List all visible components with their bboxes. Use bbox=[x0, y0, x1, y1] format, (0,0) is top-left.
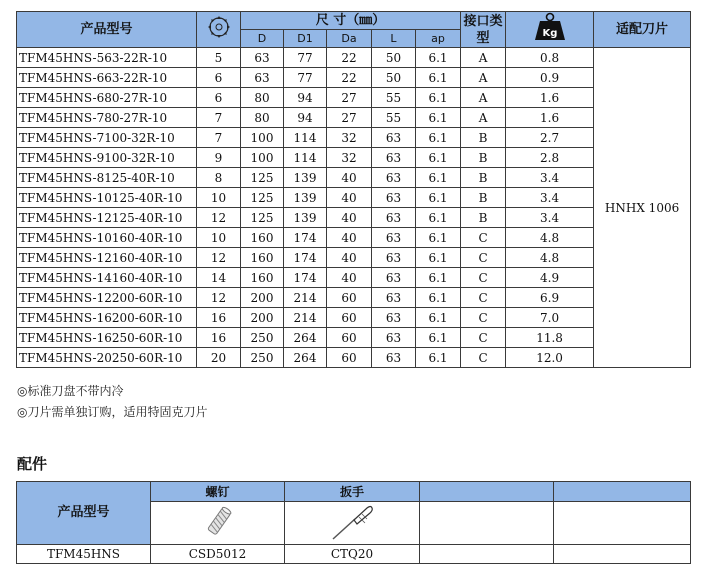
cell-model: TFM45HNS-10125-40R-10 bbox=[17, 188, 197, 208]
cell-da: 60 bbox=[327, 288, 372, 308]
cell-ap: 6.1 bbox=[416, 88, 461, 108]
cell-d1: 139 bbox=[284, 168, 327, 188]
table-row bbox=[17, 248, 691, 268]
acc-wrench-value: CTQ20 bbox=[285, 545, 420, 564]
header-weight bbox=[506, 12, 594, 48]
cell-z: 9 bbox=[197, 148, 241, 168]
cell-l: 63 bbox=[372, 288, 416, 308]
cell-da: 40 bbox=[327, 188, 372, 208]
cell-l: 50 bbox=[372, 48, 416, 68]
table-row bbox=[17, 68, 691, 88]
table-row bbox=[17, 148, 691, 168]
acc-empty-cell-2 bbox=[554, 502, 691, 545]
table-row bbox=[17, 348, 691, 368]
cell-ap: 6.1 bbox=[416, 68, 461, 88]
accessories-title: 配件 bbox=[17, 455, 48, 473]
cell-d: 250 bbox=[241, 348, 284, 368]
cell-model: TFM45HNS-8125-40R-10 bbox=[17, 168, 197, 188]
cell-ap: 6.1 bbox=[416, 288, 461, 308]
cell-l: 63 bbox=[372, 128, 416, 148]
cell-ap: 6.1 bbox=[416, 248, 461, 268]
cell-d1: 264 bbox=[284, 328, 327, 348]
cell-d: 160 bbox=[241, 228, 284, 248]
cell-d: 100 bbox=[241, 128, 284, 148]
cell-l: 63 bbox=[372, 208, 416, 228]
cell-type: B bbox=[461, 148, 506, 168]
cell-da: 60 bbox=[327, 348, 372, 368]
cutter-teeth-icon bbox=[206, 14, 232, 40]
cell-kg: 3.4 bbox=[506, 168, 594, 188]
header-dimensions: 尺 寸（㎜） bbox=[241, 12, 461, 30]
cell-l: 63 bbox=[372, 188, 416, 208]
cell-model: TFM45HNS-563-22R-10 bbox=[17, 48, 197, 68]
cell-kg: 1.6 bbox=[506, 108, 594, 128]
cell-d: 80 bbox=[241, 108, 284, 128]
cell-model: TFM45HNS-12125-40R-10 bbox=[17, 208, 197, 228]
cell-d1: 174 bbox=[284, 268, 327, 288]
cell-d1: 114 bbox=[284, 148, 327, 168]
cell-da: 40 bbox=[327, 168, 372, 188]
cell-da: 32 bbox=[327, 128, 372, 148]
cell-model: TFM45HNS-663-22R-10 bbox=[17, 68, 197, 88]
cell-d: 125 bbox=[241, 208, 284, 228]
cell-z: 12 bbox=[197, 248, 241, 268]
cell-l: 63 bbox=[372, 348, 416, 368]
cell-l: 55 bbox=[372, 108, 416, 128]
acc-header-model: 产品型号 bbox=[17, 482, 151, 545]
cell-kg: 6.9 bbox=[506, 288, 594, 308]
header-interface-type: 接口类型 bbox=[461, 12, 506, 48]
cell-kg: 4.9 bbox=[506, 268, 594, 288]
cell-da: 60 bbox=[327, 308, 372, 328]
cell-l: 63 bbox=[372, 248, 416, 268]
cell-kg: 0.8 bbox=[506, 48, 594, 68]
cell-z: 10 bbox=[197, 228, 241, 248]
screwdriver-icon bbox=[327, 503, 377, 543]
cell-d1: 264 bbox=[284, 348, 327, 368]
cell-d: 250 bbox=[241, 328, 284, 348]
cell-d1: 214 bbox=[284, 288, 327, 308]
cell-type: C bbox=[461, 348, 506, 368]
cell-z: 8 bbox=[197, 168, 241, 188]
header-model: 产品型号 bbox=[17, 12, 197, 48]
cell-l: 50 bbox=[372, 68, 416, 88]
cell-ap: 6.1 bbox=[416, 48, 461, 68]
cell-kg: 1.6 bbox=[506, 88, 594, 108]
cell-ap: 6.1 bbox=[416, 328, 461, 348]
cell-d: 160 bbox=[241, 268, 284, 288]
cell-da: 40 bbox=[327, 268, 372, 288]
cell-model: TFM45HNS-9100-32R-10 bbox=[17, 148, 197, 168]
acc-header-wrench: 扳手 bbox=[285, 482, 420, 502]
cell-z: 6 bbox=[197, 68, 241, 88]
cell-z: 12 bbox=[197, 288, 241, 308]
cell-da: 27 bbox=[327, 88, 372, 108]
cell-d: 160 bbox=[241, 248, 284, 268]
header-dim-d: D bbox=[241, 30, 284, 48]
cell-kg: 4.8 bbox=[506, 248, 594, 268]
cell-z: 14 bbox=[197, 268, 241, 288]
cell-type: C bbox=[461, 268, 506, 288]
acc-wrench-image bbox=[285, 502, 420, 545]
cell-type: B bbox=[461, 128, 506, 148]
table-row bbox=[17, 168, 691, 188]
table-row bbox=[17, 88, 691, 108]
cell-d1: 94 bbox=[284, 108, 327, 128]
cell-da: 27 bbox=[327, 108, 372, 128]
cell-insert: HNHX 1006 bbox=[594, 48, 691, 368]
cell-d1: 174 bbox=[284, 228, 327, 248]
cell-da: 22 bbox=[327, 48, 372, 68]
cell-ap: 6.1 bbox=[416, 228, 461, 248]
cell-model: TFM45HNS-16250-60R-10 bbox=[17, 328, 197, 348]
cell-z: 7 bbox=[197, 128, 241, 148]
cell-l: 63 bbox=[372, 228, 416, 248]
cell-z: 7 bbox=[197, 108, 241, 128]
cell-d1: 114 bbox=[284, 128, 327, 148]
cell-da: 32 bbox=[327, 148, 372, 168]
cell-d: 200 bbox=[241, 288, 284, 308]
weight-kg-icon bbox=[530, 12, 570, 42]
cell-l: 55 bbox=[372, 88, 416, 108]
cell-type: C bbox=[461, 328, 506, 348]
cell-d: 63 bbox=[241, 68, 284, 88]
cell-ap: 6.1 bbox=[416, 128, 461, 148]
header-dim-ap: ap bbox=[416, 30, 461, 48]
cell-d1: 94 bbox=[284, 88, 327, 108]
cell-z: 5 bbox=[197, 48, 241, 68]
cell-da: 40 bbox=[327, 208, 372, 228]
cell-da: 22 bbox=[327, 68, 372, 88]
cell-d1: 139 bbox=[284, 188, 327, 208]
cell-model: TFM45HNS-16200-60R-10 bbox=[17, 308, 197, 328]
cell-d: 125 bbox=[241, 188, 284, 208]
acc-screw-value: CSD5012 bbox=[151, 545, 285, 564]
header-teeth bbox=[197, 12, 241, 48]
weight-unit-label: Kg bbox=[542, 28, 558, 39]
cell-type: C bbox=[461, 248, 506, 268]
note-insert-order: ◎刀片需单独订购，适用特固克刀片 bbox=[17, 405, 208, 419]
cell-da: 40 bbox=[327, 228, 372, 248]
cell-d1: 139 bbox=[284, 208, 327, 228]
cell-type: A bbox=[461, 68, 506, 88]
cell-d1: 77 bbox=[284, 48, 327, 68]
cell-z: 20 bbox=[197, 348, 241, 368]
cell-ap: 6.1 bbox=[416, 168, 461, 188]
cell-kg: 12.0 bbox=[506, 348, 594, 368]
cell-z: 6 bbox=[197, 88, 241, 108]
header-dim-da: Da bbox=[327, 30, 372, 48]
cell-type: A bbox=[461, 48, 506, 68]
table-row bbox=[17, 268, 691, 288]
cell-kg: 11.8 bbox=[506, 328, 594, 348]
cell-kg: 4.8 bbox=[506, 228, 594, 248]
cell-model: TFM45HNS-10160-40R-10 bbox=[17, 228, 197, 248]
cell-d1: 174 bbox=[284, 248, 327, 268]
cell-type: C bbox=[461, 308, 506, 328]
cell-l: 63 bbox=[372, 168, 416, 188]
cell-kg: 7.0 bbox=[506, 308, 594, 328]
acc-empty-cell-4 bbox=[554, 545, 691, 564]
acc-empty-cell-3 bbox=[420, 545, 554, 564]
cell-d: 80 bbox=[241, 88, 284, 108]
cell-d: 200 bbox=[241, 308, 284, 328]
spec-table bbox=[16, 11, 691, 368]
cell-kg: 3.4 bbox=[506, 188, 594, 208]
acc-empty-cell-1 bbox=[420, 502, 554, 545]
cell-ap: 6.1 bbox=[416, 208, 461, 228]
table-row bbox=[17, 328, 691, 348]
cell-model: TFM45HNS-14160-40R-10 bbox=[17, 268, 197, 288]
acc-model-value: TFM45HNS bbox=[17, 545, 151, 564]
cell-d1: 214 bbox=[284, 308, 327, 328]
header-dim-d1: D1 bbox=[284, 30, 327, 48]
cell-type: C bbox=[461, 288, 506, 308]
cell-da: 40 bbox=[327, 248, 372, 268]
cell-ap: 6.1 bbox=[416, 148, 461, 168]
cell-z: 12 bbox=[197, 208, 241, 228]
cell-ap: 6.1 bbox=[416, 188, 461, 208]
cell-ap: 6.1 bbox=[416, 308, 461, 328]
acc-screw-image bbox=[151, 502, 285, 545]
cell-model: TFM45HNS-12160-40R-10 bbox=[17, 248, 197, 268]
cell-model: TFM45HNS-20250-60R-10 bbox=[17, 348, 197, 368]
cell-ap: 6.1 bbox=[416, 108, 461, 128]
header-dim-l: L bbox=[372, 30, 416, 48]
cell-l: 63 bbox=[372, 328, 416, 348]
acc-header-empty-1 bbox=[420, 482, 554, 502]
cell-ap: 6.1 bbox=[416, 348, 461, 368]
acc-header-screw: 螺钉 bbox=[151, 482, 285, 502]
acc-header-empty-2 bbox=[554, 482, 691, 502]
cell-type: B bbox=[461, 168, 506, 188]
cell-d1: 77 bbox=[284, 68, 327, 88]
cell-kg: 2.8 bbox=[506, 148, 594, 168]
cell-d: 63 bbox=[241, 48, 284, 68]
cell-d: 125 bbox=[241, 168, 284, 188]
accessories-table bbox=[16, 481, 691, 564]
table-row bbox=[17, 208, 691, 228]
cell-type: C bbox=[461, 228, 506, 248]
table-row bbox=[17, 288, 691, 308]
cell-z: 16 bbox=[197, 328, 241, 348]
cell-model: TFM45HNS-7100-32R-10 bbox=[17, 128, 197, 148]
cell-type: B bbox=[461, 188, 506, 208]
table-row bbox=[17, 228, 691, 248]
cell-type: A bbox=[461, 108, 506, 128]
screw-icon bbox=[201, 504, 235, 542]
cell-da: 60 bbox=[327, 328, 372, 348]
cell-z: 16 bbox=[197, 308, 241, 328]
table-row bbox=[17, 48, 691, 68]
cell-type: B bbox=[461, 208, 506, 228]
header-insert: 适配刀片 bbox=[594, 12, 691, 48]
cell-kg: 0.9 bbox=[506, 68, 594, 88]
cell-l: 63 bbox=[372, 148, 416, 168]
cell-model: TFM45HNS-780-27R-10 bbox=[17, 108, 197, 128]
cell-d: 100 bbox=[241, 148, 284, 168]
cell-l: 63 bbox=[372, 308, 416, 328]
cell-z: 10 bbox=[197, 188, 241, 208]
cell-model: TFM45HNS-680-27R-10 bbox=[17, 88, 197, 108]
cell-type: A bbox=[461, 88, 506, 108]
table-row bbox=[17, 128, 691, 148]
cell-kg: 2.7 bbox=[506, 128, 594, 148]
table-row bbox=[17, 308, 691, 328]
cell-ap: 6.1 bbox=[416, 268, 461, 288]
cell-model: TFM45HNS-12200-60R-10 bbox=[17, 288, 197, 308]
note-coolant: ◎标准刀盘不带内冷 bbox=[17, 384, 124, 398]
table-row bbox=[17, 188, 691, 208]
cell-l: 63 bbox=[372, 268, 416, 288]
table-row bbox=[17, 108, 691, 128]
cell-kg: 3.4 bbox=[506, 208, 594, 228]
